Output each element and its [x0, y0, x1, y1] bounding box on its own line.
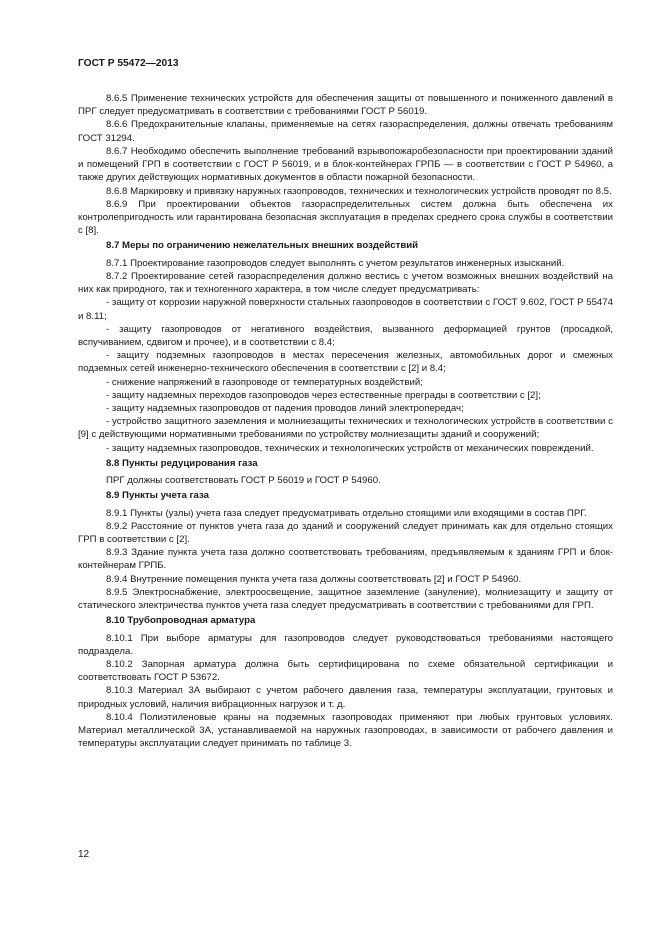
paragraph: 8.6.6 Предохранительные клапаны, применяемые на сетях газораспределения, должны отвечать требованиям ГОСТ 31294.	[78, 119, 613, 144]
paragraph: - защиту надземных газопроводов, технических и технологических устройств от механических повреждений.	[106, 442, 594, 454]
paragraph: 8.7.1 Проектирование газопроводов следует выполнять с учетом результатов инженерных изысканий.	[106, 257, 565, 269]
section-heading: 8.9 Пункты учета газа	[106, 490, 209, 502]
paragraph: - защиту газопроводов от негативного воздействия, вызванного деформацией грунтов (просадкой, вспучиванием, сдвигом и прочее), и в соответствии с 8.4;	[78, 323, 613, 348]
paragraph: 8.7.2 Проектирование сетей газораспределения должно вестись с учетом возможных внешних воздействий на них как природного, так и техногенного характера, в том числе следует предусматривать:	[78, 270, 613, 296]
paragraph: - снижение напряжений в газопроводе от температурных воздействий;	[106, 376, 423, 388]
paragraph: - защиту надземных газопроводов от падения проводов линий электропередач;	[106, 403, 464, 415]
paragraph: - защиту надземных переходов газопроводов через естественные преграды в соответствии с [2];	[106, 389, 541, 401]
paragraph: 8.6.9 При проектировании объектов газораспределительных систем должна быть обеспечена их контролепригодность или гарантирована безопасная эксплуатация в пределах среднего срока службы в соответствии с [8].	[78, 198, 613, 237]
section-heading: 8.10 Трубопроводная арматура	[106, 615, 256, 627]
paragraph: 8.9.1 Пункты (узлы) учета газа следует предусматривать отдельно стоящими или входящими в состав ПРГ.	[106, 507, 587, 519]
paragraph: 8.9.4 Внутренние помещения пункта учета газа должны соответствовать [2] и ГОСТ Р 54960.	[106, 573, 522, 585]
paragraph: 8.6.5 Применение технических устройств для обеспечения защиты от повышенного и пониженного давлений в ПРГ следует предусматривать в соответствии с требованиями ГОСТ Р 56019.	[78, 93, 613, 118]
paragraph: 8.6.8 Маркировку и привязку наружных газопроводов, технических и технологических устройств проводят по 8.5.	[106, 185, 612, 197]
paragraph: - устройство защитного заземления и молниезащиты технических и технологических устройств в соответствии с [9] с действующими нормативными требованиями по устройству молниезащиты зданий и сооружений;	[78, 416, 613, 441]
paragraph: - защиту подземных газопроводов в местах пересечения железных, автомобильных дорог и смежных подземных сетей инженерно-технического обеспечения в соответствии с [2] и 8.4;	[78, 350, 613, 375]
paragraph: 8.9.2 Расстояние от пунктов учета газа до зданий и сооружений следует принимать как для отдельно стоящих ГРП в соответствии с [2].	[78, 520, 613, 545]
paragraph: 8.10.2 Запорная арматура должна быть сертифицирована по схеме обязательной сертификации и соответствовать ГОСТ Р 53672.	[78, 658, 613, 684]
paragraph: 8.10.1 При выборе арматуры для газопроводов следует руководствоваться требованиями настоящего подраздела.	[78, 632, 613, 657]
paragraph: 8.9.5 Электроснабжение, электроосвещение, защитное заземление (зануление), молниезащиту и защиту от статического электричества пунктов учета газа следует предусматривать в соответствии с требованиями для ГРП.	[78, 586, 613, 612]
paragraph: 8.6.7 Необходимо обеспечить выполнение требований взрывопожаробезопасности при проектировании зданий и помещений ГРП в соответствии с ГОСТ Р 56019, и в блок-контейнерах ГРПБ — в соответствии с ГОСТ Р 54960, а также других действующих нормативных документов в области пожарной безопасности.	[78, 145, 613, 184]
page-number: 12	[78, 849, 90, 860]
paragraph: 8.9.3 Здание пункта учета газа должно соответствовать требованиям, предъявляемым к зданиям ГРП и блок-контейнерам ГРПБ.	[78, 547, 613, 572]
section-heading: 8.8 Пункты редуцирования газа	[106, 457, 258, 469]
paragraph: 8.10.4 Полиэтиленовые краны на подземных газопроводах применяют при любых грунтовых условиях. Материал металлической 3А, устанавливаемой на наружных газопроводах, в зависимости от рабочего давления и температуры эксплуатации следует принимать по таблице 3.	[78, 711, 613, 750]
paragraph: ПРГ должны соответствовать ГОСТ Р 56019 и ГОСТ Р 54960.	[106, 475, 381, 487]
document-header: ГОСТ Р 55472—2013	[78, 58, 179, 69]
paragraph: - защиту от коррозии наружной поверхности стальных газопроводов в соответствии с ГОСТ 9.602, ГОСТ Р 55474 и 8.11;	[78, 297, 613, 322]
paragraph: 8.10.3 Материал 3А выбирают с учетом рабочего давления газа, температуры эксплуатации, грунтовых и природных условий, наличия вибрационных нагрузок и т. д.	[78, 685, 613, 710]
section-heading: 8.7 Меры по ограничению нежелательных внешних воздействий	[106, 240, 419, 252]
document-body	[78, 92, 613, 751]
